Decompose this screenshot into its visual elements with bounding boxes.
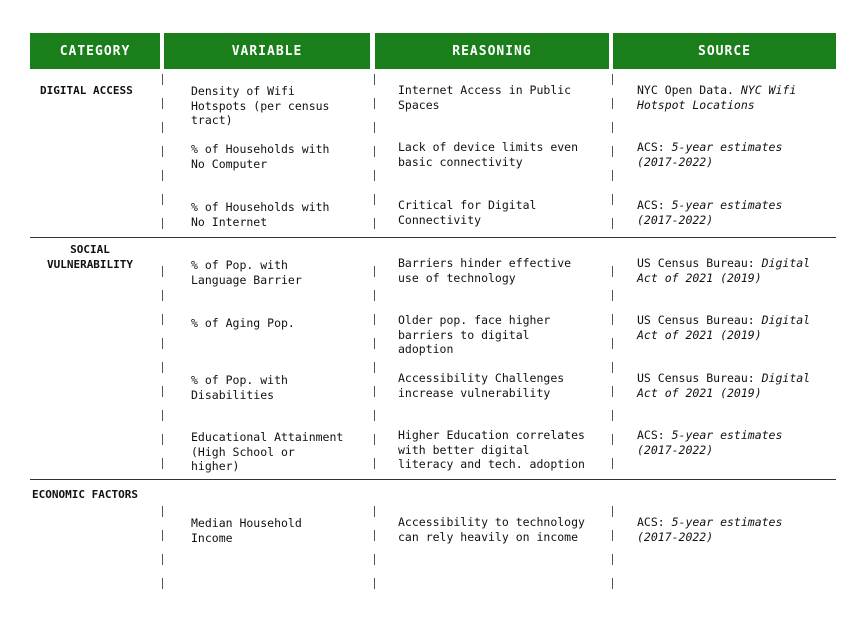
column-divider-tick (612, 194, 613, 205)
column-divider-tick (612, 506, 613, 517)
column-divider-tick (374, 314, 375, 325)
column-divider-tick (162, 74, 163, 85)
reasoning-cell: Internet Access in Public Spaces (398, 83, 572, 112)
column-divider-tick (374, 290, 375, 301)
column-divider-tick (612, 386, 613, 397)
column-divider-tick (162, 122, 163, 133)
column-divider-tick (612, 362, 613, 373)
column-divider-tick (374, 74, 375, 85)
variable-cell: Density of Wifi Hotspots (per census tract) (191, 84, 330, 127)
section-divider (30, 479, 836, 480)
column-divider-tick (162, 506, 163, 517)
column-divider-tick (612, 410, 613, 421)
column-divider-tick (612, 98, 613, 109)
column-divider-tick (162, 554, 163, 565)
column-divider-tick (162, 290, 163, 301)
column-divider-tick (374, 362, 375, 373)
column-divider-tick (374, 530, 375, 541)
source-cell: US Census Bureau: Digital Act of 2021 (2019) (637, 371, 811, 400)
column-divider-tick (162, 314, 163, 325)
column-divider-tick (612, 146, 613, 157)
column-divider-tick (374, 170, 375, 181)
column-divider-tick (612, 434, 613, 445)
source-cell: ACS: 5-year estimates (2017-2022) (637, 515, 783, 544)
column-divider-tick (374, 434, 375, 445)
column-divider-tick (612, 554, 613, 565)
source-cell: US Census Bureau: Digital Act of 2021 (2019) (637, 313, 811, 342)
header-source: SOURCE (613, 33, 836, 69)
column-divider-tick (374, 386, 375, 397)
column-divider-tick (162, 146, 163, 157)
reasoning-cell: Higher Education correlates with better digital literacy and tech. adoption (398, 428, 585, 471)
column-divider-tick (612, 338, 613, 349)
variable-cell: % of Households with No Internet (191, 200, 330, 229)
column-divider-tick (374, 506, 375, 517)
reasoning-cell: Barriers hinder effective use of technology (398, 256, 572, 285)
reasoning-cell: Accessibility Challenges increase vulnerability (398, 371, 565, 400)
source-cell: ACS: 5-year estimates (2017-2022) (637, 140, 783, 169)
header-reasoning: REASONING (375, 33, 609, 69)
column-divider-tick (374, 338, 375, 349)
reasoning-cell: Lack of device limits even basic connectivity (398, 140, 579, 169)
column-divider-tick (374, 458, 375, 469)
category-economic-factors: ECONOMIC FACTORS (32, 488, 138, 501)
variable-cell: Median Household Income (191, 516, 302, 545)
column-divider-tick (612, 530, 613, 541)
column-divider-tick (612, 218, 613, 229)
column-divider-tick (374, 218, 375, 229)
header-category: CATEGORY (30, 33, 160, 69)
reasoning-cell: Older pop. face higher barriers to digital adoption (398, 313, 551, 356)
column-divider-tick (162, 458, 163, 469)
column-divider-tick (612, 122, 613, 133)
column-divider-tick (162, 578, 163, 589)
category-digital-access: DIGITAL ACCESS (40, 84, 133, 97)
column-divider-tick (162, 386, 163, 397)
column-divider-tick (162, 98, 163, 109)
variable-cell: Educational Attainment (High School or higher) (191, 430, 344, 473)
column-divider-tick (162, 410, 163, 421)
variable-cell: % of Pop. with Disabilities (191, 373, 288, 402)
source-cell: ACS: 5-year estimates (2017-2022) (637, 428, 783, 457)
variable-cell: % of Households with No Computer (191, 142, 330, 171)
column-divider-tick (162, 218, 163, 229)
column-divider-tick (374, 266, 375, 277)
source-cell: US Census Bureau: Digital Act of 2021 (2019) (637, 256, 811, 285)
source-cell: NYC Open Data. NYC Wifi Hotspot Locations (637, 83, 797, 112)
column-divider-tick (374, 122, 375, 133)
column-divider-tick (162, 266, 163, 277)
category-social-vulnerability: SOCIAL VULNERABILITY (46, 243, 134, 271)
column-divider-tick (374, 554, 375, 565)
variable-cell: % of Aging Pop. (191, 316, 295, 330)
column-divider-tick (162, 434, 163, 445)
column-divider-tick (612, 170, 613, 181)
column-divider-tick (162, 338, 163, 349)
column-divider-tick (374, 194, 375, 205)
column-divider-tick (612, 266, 613, 277)
header-variable: VARIABLE (164, 33, 370, 69)
column-divider-tick (612, 290, 613, 301)
reasoning-cell: Accessibility to technology can rely heavily on income (398, 515, 585, 544)
column-divider-tick (162, 530, 163, 541)
column-divider-tick (162, 362, 163, 373)
column-divider-tick (612, 578, 613, 589)
column-divider-tick (162, 170, 163, 181)
column-divider-tick (374, 146, 375, 157)
source-cell: ACS: 5-year estimates (2017-2022) (637, 198, 783, 227)
column-divider-tick (612, 314, 613, 325)
column-divider-tick (374, 578, 375, 589)
reasoning-cell: Critical for Digital Connectivity (398, 198, 537, 227)
column-divider-tick (374, 98, 375, 109)
column-divider-tick (612, 458, 613, 469)
column-divider-tick (612, 74, 613, 85)
variable-cell: % of Pop. with Language Barrier (191, 258, 302, 287)
column-divider-tick (162, 194, 163, 205)
section-divider (30, 237, 836, 238)
column-divider-tick (374, 410, 375, 421)
